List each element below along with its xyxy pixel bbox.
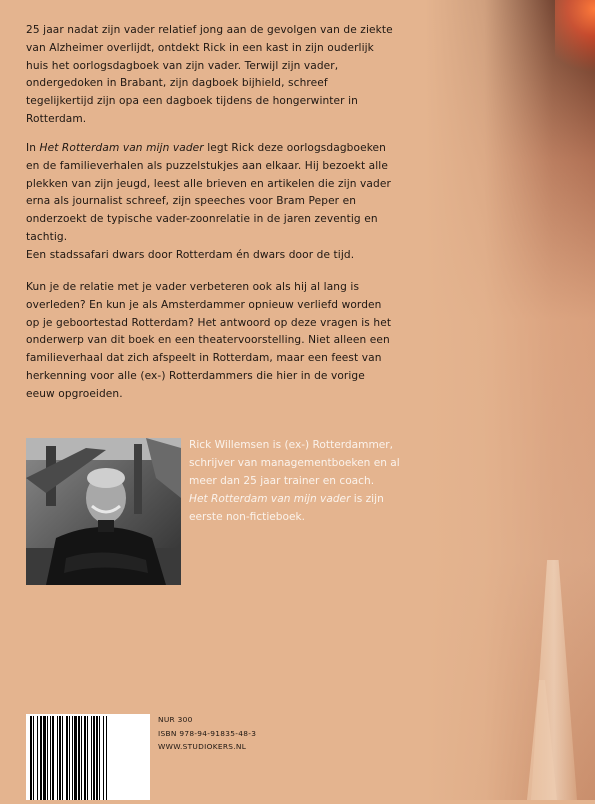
blurb-closing-line: Een stadssafari dwars door Rotterdam én dwars door de tijd.: [26, 248, 355, 261]
blurb-paragraph-2: [26, 140, 394, 265]
bio-book-title: Het Rotterdam van mijn vader: [189, 493, 351, 505]
nur-code: NUR 300: [158, 715, 193, 724]
background-photo: [425, 0, 595, 800]
book-title: Het Rotterdam van mijn vader: [39, 142, 204, 154]
blurb-paragraph-1: [26, 22, 394, 129]
author-bio-text: Rick Willemsen is (ex-) Rotterdammer, schrijver van managementboeken en al meer dan 25 jaar trainer en coach.: [189, 439, 400, 487]
blurb-paragraph-3: [26, 279, 394, 404]
publisher-website: WWW.STUDIOKERS.NL: [158, 742, 247, 752]
blurb-text-3: Kun je de relatie met je vader verbeteren ook als hij al lang is overleden? En kun je als Amsterdammer opnieuw verliefd worden op je geboortestad Rotterdam? Het antwoord op deze vragen is het onderwerp van dit boek en een theatervoorstelling. Niet alleen een familieverhaal dat zich afspeelt in Rotterdam, maar een feest van herkenning voor alle (ex-) Rotterdammers die hier in de vorige eeuw opgroeiden.: [26, 281, 392, 400]
imprint-info: [158, 713, 256, 754]
isbn-barcode: [26, 714, 150, 800]
blurb-text-2: In Het Rotterdam van mijn vader legt Rick deze oorlogsdagboeken en de familieverhalen als puzzelstukjes aan elkaar. Hij bezoekt alle plekken van zijn jeugd, leest alle brieven en artikelen die zijn vader erna als journalist schreef, zijn speeches voor Bram Peper en onderzoekt de typische vader-zoonrelatie in de jaren zeventig en tachtig.: [26, 142, 391, 243]
author-bio: [189, 436, 404, 526]
author-portrait: [26, 438, 181, 585]
blurb-text-1: 25 jaar nadat zijn vader relatief jong aan de gevolgen van de ziekte van Alzheimer overlijdt, ontdekt Rick in een kast in zijn ouderlijk huis het oorlogsdagboek van zijn vader. Terwijl zijn vader, ondergedoken in Brabant, zijn dagboek bijhield, schreef tegelijkertijd zijn opa een dagboek tijdens de hongerwinter in Rotterdam.: [26, 24, 393, 125]
isbn-number: ISBN 978-94-91835-48-3: [158, 728, 257, 738]
author-bio-book: Het Rotterdam van mijn vader is zijn eerste non-fictieboek.: [189, 493, 384, 523]
